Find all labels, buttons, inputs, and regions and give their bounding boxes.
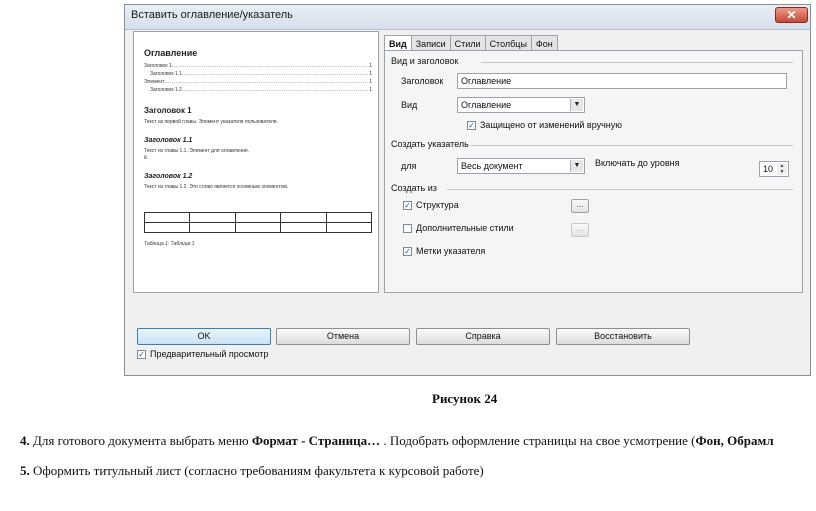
spinner-arrows-icon: ▲ ▼	[777, 163, 787, 175]
for-label: для	[401, 161, 417, 171]
heading-input[interactable]: Оглавление	[457, 73, 787, 89]
chevron-down-icon: ▼	[570, 99, 583, 111]
preview-text-1-1-extra: й	[144, 155, 147, 161]
tab-bar	[384, 35, 557, 51]
tab-panel-view	[384, 50, 803, 293]
preview-heading-1: Заголовок 1	[144, 106, 192, 115]
tab-entries[interactable]: Записи	[411, 35, 451, 52]
preview-toc-entry: Элемент ..... 1	[144, 78, 372, 86]
step-4-number: 4.	[20, 433, 30, 448]
preview-checkbox-label: Предварительный просмотр	[150, 349, 269, 359]
group-title-view: Вид и заголовок	[391, 56, 459, 66]
step-5-number: 5.	[20, 463, 30, 478]
preview-toc-entry: Заголовок 1 ..... 1	[144, 62, 372, 70]
preview-toc-title: Оглавление	[144, 48, 198, 58]
heading-label: Заголовок	[401, 76, 444, 86]
preview-text-1-2: Текст из главы 1.2. Это слово является основным элементом.	[144, 184, 289, 190]
type-select-value: Оглавление	[461, 100, 512, 110]
step-5-paragraph	[20, 463, 484, 479]
index-marks-label: Метки указателя	[416, 246, 486, 256]
styles-options-button[interactable]: ...	[571, 223, 589, 237]
chevron-down-icon: ▼	[570, 160, 583, 172]
group-divider	[447, 189, 793, 190]
tab-background[interactable]: Фон	[531, 35, 558, 52]
levels-value: 10	[763, 164, 774, 174]
step-5-text: Оформить титульный лист (согласно требованиям факультета к курсовой работе)	[29, 463, 484, 478]
preview-table	[144, 212, 372, 233]
ok-button[interactable]: OK	[137, 328, 271, 345]
group-title-create-index: Создать указатель	[391, 139, 469, 149]
additional-styles-label: Дополнительные стили	[416, 223, 514, 233]
step-4-menu: Формат - Страница…	[251, 433, 381, 448]
structure-checkbox[interactable]: ✓	[404, 201, 411, 210]
dialog-titlebar	[125, 5, 810, 30]
close-button[interactable]: ✕	[775, 7, 808, 23]
step-4-tail: Фон, Обрамл	[695, 433, 774, 448]
step-4-paragraph	[20, 433, 774, 449]
tab-columns[interactable]: Столбцы	[485, 35, 532, 52]
group-divider	[471, 145, 793, 146]
scope-select-value: Весь документ	[461, 161, 523, 171]
tab-view[interactable]: Вид	[384, 35, 412, 53]
step-4-text-a: Для готового документа выбрать меню	[29, 433, 252, 448]
preview-toc-entry: Заголовок 1.1 ..... 1	[144, 70, 372, 78]
protected-label: Защищено от изменений вручную	[480, 120, 623, 130]
insert-toc-dialog	[124, 4, 811, 376]
structure-options-button[interactable]: ...	[571, 199, 589, 213]
levels-label: Включать до уровня	[595, 158, 680, 168]
preview-text-1-1: Текст из главы 1.1. Элемент для оглавления.	[144, 148, 250, 154]
step-4-text-b: . Подобрать оформление страницы на свое усмотрение (	[380, 433, 696, 448]
preview-text-1: Текст из первой главы. Элемент указателя пользователя.	[144, 119, 278, 125]
levels-spinner[interactable]	[759, 161, 789, 177]
dialog-title: Вставить оглавление/указатель	[131, 9, 293, 21]
preview-checkbox[interactable]: ✓	[138, 350, 145, 359]
preview-heading-1-2: Заголовок 1.2	[144, 173, 193, 180]
cancel-button[interactable]: Отмена	[276, 328, 410, 345]
preview-heading-1-1: Заголовок 1.1	[144, 137, 193, 144]
structure-label: Структура	[416, 200, 459, 210]
preview-table-caption: Таблица 1: Таблица 1	[144, 241, 195, 247]
additional-styles-checkbox[interactable]	[403, 224, 412, 233]
reset-button[interactable]: Восстановить	[556, 328, 690, 345]
type-select[interactable]	[457, 97, 585, 113]
preview-toc-entry: Заголовок 1.2 ..... 1	[144, 86, 372, 94]
scope-select[interactable]	[457, 158, 585, 174]
tab-styles[interactable]: Стили	[450, 35, 486, 52]
preview-pane	[133, 31, 379, 293]
group-title-create-from: Создать из	[391, 183, 437, 193]
figure-caption: Рисунок 24	[432, 391, 498, 406]
help-button[interactable]: Справка	[416, 328, 550, 345]
protected-checkbox[interactable]: ✓	[468, 121, 475, 130]
index-marks-checkbox[interactable]: ✓	[404, 247, 411, 256]
group-divider	[481, 62, 793, 63]
type-label: Вид	[401, 100, 418, 110]
